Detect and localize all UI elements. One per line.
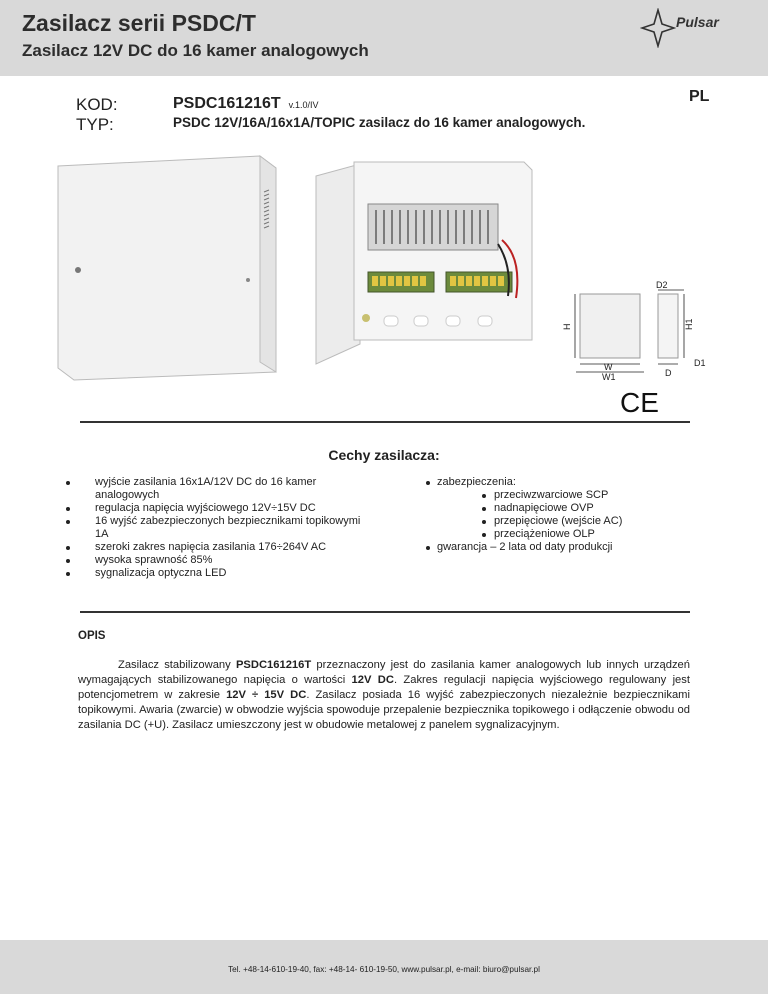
pulsar-star-icon [640, 8, 676, 48]
dim-label-d1: D1 [694, 358, 706, 368]
dim-label-h1: H1 [684, 318, 694, 330]
dim-label-d2: D2 [656, 280, 668, 290]
dim-label-d: D [665, 368, 672, 378]
ce-mark-icon [620, 388, 660, 416]
list-item: szeroki zakres napięcia zasilania 176÷264V AC [66, 541, 376, 554]
typ-label: TYP: [76, 115, 114, 134]
features-list-left [66, 476, 376, 580]
footer-band [0, 940, 768, 994]
description-text: przeznaczony jest do zasilania kamer analogowych lub innych urządzeń wymagających stabilizowanego napięcia o wartości [78, 659, 690, 686]
logo-text: Pulsar [676, 14, 719, 30]
description-text: Zasilacz stabilizowany [118, 659, 236, 671]
kod-label: KOD: [76, 95, 118, 114]
list-subitem: przeciwzwarciowe SCP [426, 489, 706, 502]
product-photo [54, 148, 534, 388]
description-bold: PSDC161216T [235, 659, 312, 671]
features-list-right [426, 476, 706, 554]
list-subitem: przeciążeniowe OLP [426, 528, 706, 541]
list-subitem: przepięciowe (wejście AC) [426, 515, 706, 528]
dim-label-w1: W1 [602, 372, 616, 382]
list-item: wyjście zasilania 16x1A/12V DC do 16 kamer analogowych [66, 476, 376, 502]
pulsar-logo [640, 8, 750, 54]
list-item: 16 wyjść zabezpieczonych bezpiecznikami topikowymi 1A [66, 515, 376, 541]
list-subitem: nadnapięciowe OVP [426, 502, 706, 515]
language-code: PL [689, 88, 710, 105]
page-title: Zasilacz serii PSDC/T [22, 10, 256, 36]
divider-bottom [80, 611, 690, 613]
led-indicator [75, 267, 81, 273]
description-bold: 12V DC [351, 674, 394, 686]
list-item: wysoka sprawność 85% [66, 554, 376, 567]
version-number: v.1.0/IV [288, 100, 319, 110]
footer-contact: Tel. +48-14-610-19-40, fax: +48-14- 610-19-50, www.pulsar.pl, e-mail: biuro@pulsar.pl [228, 965, 540, 974]
opis-heading: OPIS [78, 630, 106, 642]
dim-label-w: W [604, 362, 613, 372]
list-item: regulacja napięcia wyjściowego 12V÷15V DC [66, 502, 376, 515]
ground-terminal [362, 314, 370, 322]
list-item: gwarancja – 2 lata od daty produkcji [426, 541, 706, 554]
features-title: Cechy zasilacza: [328, 447, 440, 463]
product-code [173, 95, 318, 113]
description-paragraph [78, 658, 690, 733]
dim-label-h: H [562, 323, 572, 330]
list-item: zabezpieczenia: [426, 476, 706, 489]
ce-mark-text: CE [620, 388, 659, 416]
dimension-diagram [560, 278, 720, 383]
description-text: . Zasilacz posiada 16 wyjść zabezpieczonych niezależnie bezpiecznikami topikowymi. Awaria (zwarcie) w obwodzie wyjścia spowoduje przepalenie bezpiecznika topikowego i odłączenie obwodu od zasilania DC (+U). Zasilacz umieszczony jest w obudowie metalowej z panelem sygnalizacyjnym. [78, 689, 690, 731]
psu-module [368, 204, 498, 250]
header-band [0, 0, 768, 76]
list-item: sygnalizacja optyczna LED [66, 567, 376, 580]
description-text: . Zakres regulacji napięcia wyjściowego regulowany jest potencjometrem w zakresie [78, 674, 690, 701]
description-bold: 12V ÷ 15V DC [226, 689, 307, 701]
product-type: PSDC 12V/16A/16x1A/TOPIC zasilacz do 16 kamer analogowych. [173, 115, 586, 130]
divider-top [80, 421, 690, 423]
product-code-text: PSDC161216T [173, 95, 281, 112]
page-subtitle: Zasilacz 12V DC do 16 kamer analogowych [22, 41, 369, 60]
